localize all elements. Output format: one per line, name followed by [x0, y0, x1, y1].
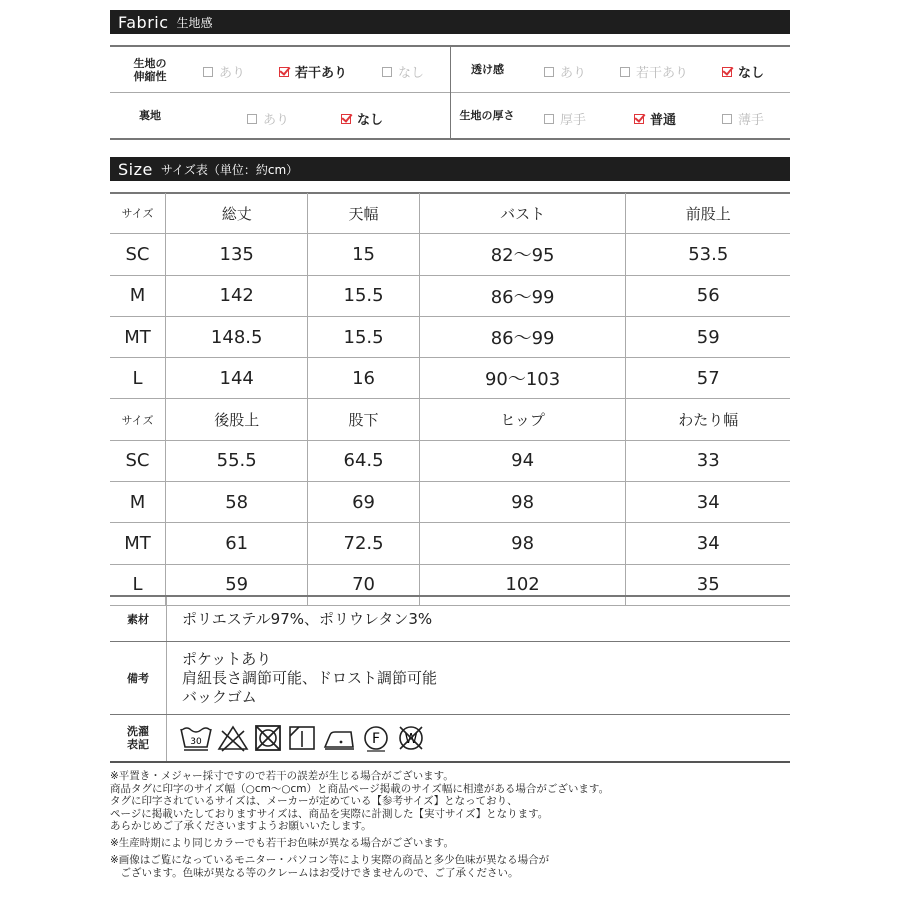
- size-value-cell: 53.5: [626, 234, 790, 275]
- material-value: ポリエステル97%、ポリウレタン3%: [182, 609, 433, 628]
- svg-text:30: 30: [190, 737, 202, 747]
- size-title-en: Size: [118, 159, 153, 179]
- size-value-cell: 64.5: [308, 440, 419, 481]
- size-value-cell: 33: [626, 440, 790, 481]
- size-value-cell: 86〜99: [419, 316, 626, 357]
- size-value-cell: 15: [308, 234, 419, 275]
- size-header-cell: ヒップ: [419, 399, 626, 440]
- size-value-cell: 102: [419, 564, 626, 605]
- material-row: [110, 597, 790, 642]
- checkbox-icon: [247, 114, 257, 124]
- stretch-option-slight[interactable]: 若干あり: [279, 62, 347, 81]
- size-value-cell: 94: [419, 440, 626, 481]
- size-value-cell: 55.5: [166, 440, 308, 481]
- size-value-cell: 57: [626, 358, 790, 399]
- size-table-header-row: [110, 399, 790, 440]
- lining-option-none[interactable]: なし: [341, 109, 383, 128]
- checkbox-checked-icon: [722, 67, 732, 77]
- stretch-option-ari[interactable]: あり: [203, 62, 245, 81]
- size-label-cell: SC: [110, 440, 166, 481]
- size-label-cell: L: [110, 358, 166, 399]
- care-icons: [167, 715, 427, 761]
- note-line: ページに掲載いたしておりますサイズは、商品を実際に計測した【実寸サイズ】となります。: [110, 807, 549, 820]
- table-row: [110, 482, 790, 523]
- checkbox-icon: [544, 114, 554, 124]
- size-value-cell: 135: [166, 234, 308, 275]
- size-value-cell: 59: [166, 564, 308, 605]
- note-line: あらかじめご了承くださいますようお願いいたします。: [110, 820, 372, 832]
- iron-low-icon: [321, 723, 357, 753]
- size-value-cell: 61: [166, 523, 308, 564]
- size-value-cell: 16: [308, 358, 419, 399]
- size-value-cell: 35: [626, 564, 790, 605]
- size-title-jp: サイズ表（単位：約cm）: [160, 162, 299, 177]
- divider: [110, 138, 790, 140]
- sheer-option-ari[interactable]: あり: [544, 62, 586, 81]
- table-row: [110, 358, 790, 399]
- thickness-option-normal[interactable]: 普通: [634, 109, 676, 128]
- size-value-cell: 90〜103: [419, 358, 626, 399]
- size-header-cell: 天幅: [308, 193, 419, 234]
- size-header-cell: 総丈: [166, 193, 308, 234]
- size-header-cell: 前股上: [626, 193, 790, 234]
- stretch-option-none[interactable]: なし: [382, 62, 424, 81]
- note-line: ※画像はご覧になっているモニター・パソコン等により実際の商品と多少色味が異なる場合が: [110, 854, 550, 866]
- table-row: [110, 316, 790, 357]
- checkbox-checked-icon: [634, 114, 644, 124]
- size-label-cell: MT: [110, 523, 166, 564]
- size-header: [110, 157, 790, 181]
- note-line: タグに印字されているサイズは、メーカーが定めている【参考サイズ】となっており、: [110, 795, 518, 807]
- size-header-cell: サイズ: [110, 193, 166, 234]
- material-label: 素材: [110, 597, 167, 641]
- size-value-cell: 58: [166, 482, 308, 523]
- size-header-cell: 股下: [308, 399, 419, 440]
- fabric-title-en: Fabric: [118, 12, 169, 32]
- remarks-line: 肩紐長さ調節可能、ドロスト調節可能: [182, 668, 438, 687]
- size-value-cell: 69: [308, 482, 419, 523]
- size-value-cell: 34: [626, 523, 790, 564]
- sheer-option-slight[interactable]: 若干あり: [620, 62, 688, 81]
- lining-label: 裏地: [139, 109, 161, 122]
- divider: [450, 47, 451, 138]
- size-header-cell: わたり幅: [626, 399, 790, 440]
- size-value-cell: 98: [419, 523, 626, 564]
- fabric-header: [110, 10, 790, 34]
- no-tumble-dry-icon: [253, 723, 283, 753]
- svg-text:F: F: [371, 731, 381, 747]
- size-table: [110, 193, 790, 606]
- checkbox-icon: [722, 114, 732, 124]
- table-row: [110, 234, 790, 275]
- line-dry-shade-icon: [287, 723, 317, 753]
- size-value-cell: 15.5: [308, 275, 419, 316]
- checkbox-icon: [203, 67, 213, 77]
- wash-30-icon: [179, 723, 213, 753]
- size-value-cell: 148.5: [166, 316, 308, 357]
- stretch-label: 生地の 伸縮性: [133, 56, 167, 83]
- size-value-cell: 34: [626, 482, 790, 523]
- size-label-cell: M: [110, 482, 166, 523]
- size-header-cell: 後股上: [166, 399, 308, 440]
- size-label-cell: MT: [110, 316, 166, 357]
- size-value-cell: 59: [626, 316, 790, 357]
- dry-clean-f-icon: [361, 723, 391, 753]
- care-row: [110, 715, 790, 763]
- sheer-label: 透け感: [471, 63, 504, 76]
- sheer-option-none[interactable]: なし: [722, 62, 764, 81]
- size-value-cell: 82〜95: [419, 234, 626, 275]
- remarks-line: ポケットあり: [182, 649, 272, 668]
- remarks-line: バックゴム: [182, 687, 257, 706]
- size-header-cell: バスト: [419, 193, 626, 234]
- note-line: ※生産時期により同じカラーでも若干お色味が異なる場合がございます。: [110, 836, 454, 849]
- size-header-cell: サイズ: [110, 399, 166, 440]
- size-label-cell: M: [110, 275, 166, 316]
- size-value-cell: 86〜99: [419, 275, 626, 316]
- note-line: ※平置き・メジャー採寸ですので若干の誤差が生じる場合がございます。: [110, 770, 454, 782]
- table-row: [110, 440, 790, 481]
- remarks-label: 備考: [110, 642, 167, 714]
- thickness-option-thick[interactable]: 厚手: [544, 109, 586, 128]
- notes: [110, 770, 800, 879]
- checkbox-icon: [544, 67, 554, 77]
- svg-text:W: W: [404, 732, 418, 747]
- no-bleach-icon: [217, 723, 249, 753]
- size-label-cell: SC: [110, 234, 166, 275]
- care-label: 洗濯 表記: [110, 715, 167, 761]
- size-value-cell: 15.5: [308, 316, 419, 357]
- thickness-label: 生地の厚さ: [459, 109, 515, 122]
- checkbox-icon: [382, 67, 392, 77]
- size-value-cell: 70: [308, 564, 419, 605]
- checkbox-checked-icon: [341, 114, 351, 124]
- fabric-title-jp: 生地感: [176, 15, 213, 30]
- size-table-header-row: [110, 193, 790, 234]
- remarks-value: [167, 642, 437, 714]
- checkbox-checked-icon: [279, 67, 289, 77]
- remarks-row: [110, 642, 790, 715]
- checkbox-icon: [620, 67, 630, 77]
- table-row: [110, 275, 790, 316]
- note-line: ございます。色味が異なる等のクレームはお受けできませんので、ご了承ください。: [110, 866, 519, 879]
- table-row: [110, 523, 790, 564]
- size-value-cell: 56: [626, 275, 790, 316]
- size-value-cell: 72.5: [308, 523, 419, 564]
- size-value-cell: 98: [419, 482, 626, 523]
- lining-option-ari[interactable]: あり: [247, 109, 289, 128]
- size-value-cell: 142: [166, 275, 308, 316]
- size-value-cell: 144: [166, 358, 308, 399]
- size-label-cell: L: [110, 564, 166, 605]
- thickness-option-thin[interactable]: 薄手: [722, 109, 764, 128]
- note-line: 商品タグに印字のサイズ幅（○cm〜○cm）と商品ページ掲載のサイズ幅に相違がある場合がございます。: [110, 782, 610, 795]
- no-wet-clean-icon: [395, 723, 427, 753]
